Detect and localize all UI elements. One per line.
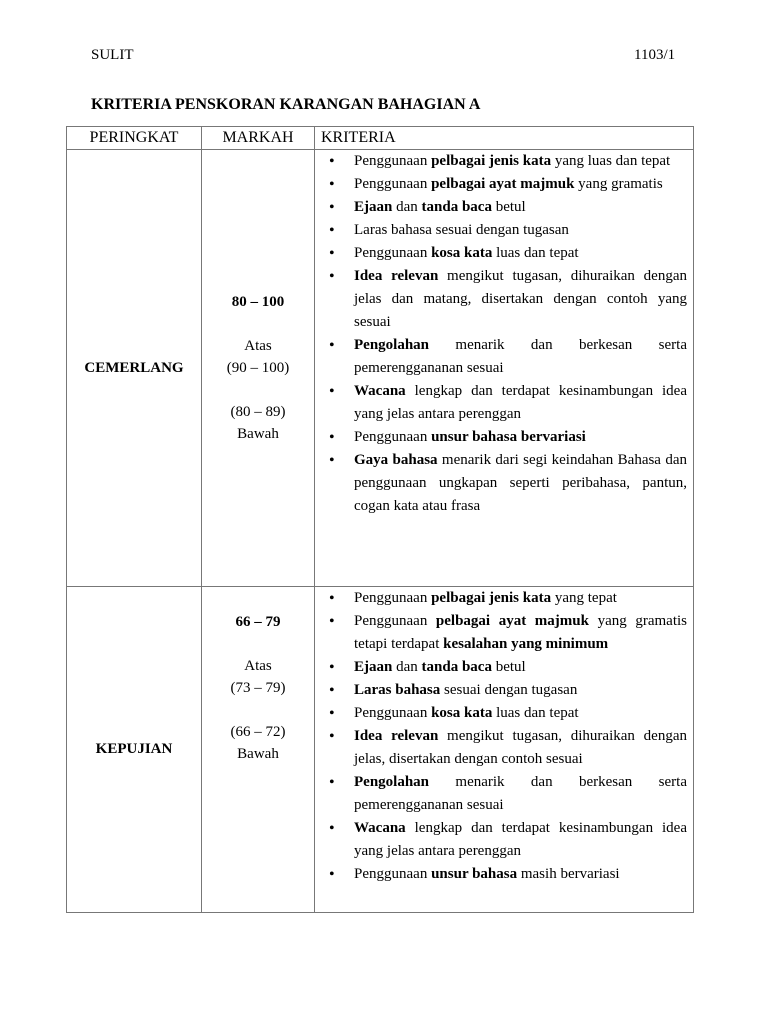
mark-range: 66 – 79 xyxy=(235,614,281,630)
criteria-text: lengkap dan terdapat kesinambungan idea yang jelas antara perenggan xyxy=(354,383,687,422)
lower-range: (80 – 89) xyxy=(230,404,286,420)
document-title: KRITERIA PENSKORAN KARANGAN BAHAGIAN A xyxy=(91,96,481,113)
upper-range: (73 – 79) xyxy=(230,680,286,696)
criteria-keyword: kosa kata xyxy=(431,705,493,721)
criteria-keyword: pelbagai ayat majmuk xyxy=(435,613,589,629)
upper-range: (90 – 100) xyxy=(226,360,290,376)
criteria-text: dan xyxy=(392,199,422,215)
criteria-keyword: pelbagai jenis kata xyxy=(431,153,552,169)
paper-code: 1103/1 xyxy=(634,47,676,63)
criteria-item xyxy=(329,702,687,725)
criteria-item xyxy=(329,265,687,334)
criteria-keyword: kesalahan yang minimum xyxy=(443,636,609,652)
table-header-row xyxy=(67,127,694,150)
criteria-keyword: tanda baca xyxy=(421,199,492,215)
criteria-item xyxy=(329,679,687,702)
criteria-keyword: Gaya bahasa xyxy=(354,452,438,468)
criteria-keyword: Ejaan xyxy=(354,199,393,215)
lower-label: Bawah xyxy=(237,426,279,442)
criteria-keyword: pelbagai jenis kata xyxy=(431,590,552,606)
upper-label: Atas xyxy=(244,338,272,354)
upper-label: Atas xyxy=(244,658,272,674)
criteria-keyword: Pengolahan xyxy=(354,337,430,353)
criteria-text: yang tepat xyxy=(551,590,617,606)
criteria-keyword: Ejaan xyxy=(354,659,393,675)
criteria-item xyxy=(329,817,687,863)
criteria-text: Penggunaan xyxy=(354,613,436,629)
criteria-text: masih bervariasi xyxy=(517,866,620,882)
marks-cell xyxy=(202,587,315,913)
criteria-item xyxy=(329,426,687,449)
criteria-text: Laras bahasa sesuai dengan tugasan xyxy=(354,222,569,238)
criteria-keyword: Idea relevan xyxy=(354,268,439,284)
criteria-item xyxy=(329,380,687,426)
criteria-item xyxy=(329,196,687,219)
header-level: PERINGKAT xyxy=(67,127,202,150)
criteria-keyword: Wacana xyxy=(354,383,406,399)
level-cell: CEMERLANG xyxy=(67,150,202,587)
criteria-cell xyxy=(315,587,694,913)
criteria-keyword: Laras bahasa xyxy=(354,682,441,698)
criteria-text: Penggunaan xyxy=(354,245,432,261)
criteria-text: betul xyxy=(491,659,526,675)
criteria-text: Penggunaan xyxy=(354,176,432,192)
criteria-item xyxy=(329,150,687,173)
criteria-keyword: pelbagai ayat majmuk xyxy=(431,176,575,192)
criteria-text: lengkap dan terdapat kesinambungan idea yang jelas antara perenggan xyxy=(354,820,687,859)
level-cell: KEPUJIAN xyxy=(67,587,202,913)
criteria-text: luas dan tepat xyxy=(492,705,579,721)
criteria-text: Penggunaan xyxy=(354,590,432,606)
criteria-item xyxy=(329,863,687,886)
criteria-item xyxy=(329,656,687,679)
criteria-table xyxy=(66,126,694,913)
criteria-text: dan xyxy=(392,659,422,675)
criteria-cell xyxy=(315,150,694,587)
criteria-text: Penggunaan xyxy=(354,705,432,721)
criteria-keyword: Pengolahan xyxy=(354,774,430,790)
criteria-keyword: unsur bahasa bervariasi xyxy=(431,429,586,445)
criteria-item xyxy=(329,771,687,817)
criteria-text: sesuai dengan tugasan xyxy=(440,682,578,698)
criteria-item xyxy=(329,219,687,242)
criteria-item xyxy=(329,587,687,610)
classification-label: SULIT xyxy=(91,47,134,63)
criteria-text: Penggunaan xyxy=(354,153,432,169)
criteria-text: yang gramatis xyxy=(574,176,663,192)
header-marks: MARKAH xyxy=(202,127,315,150)
criteria-item xyxy=(329,725,687,771)
criteria-item xyxy=(329,334,687,380)
criteria-text: menarik dan berkesan serta pemerenggananan sesuai xyxy=(354,774,687,813)
criteria-keyword: kosa kata xyxy=(431,245,493,261)
criteria-text: luas dan tepat xyxy=(492,245,579,261)
criteria-item xyxy=(329,173,687,196)
criteria-text: menarik dari segi keindahan Bahasa dan penggunaan ungkapan seperti peribahasa, pantun, cogan kata atau frasa xyxy=(354,452,687,514)
criteria-text: mengikut tugasan, dihuraikan dengan jelas, disertakan dengan contoh sesuai xyxy=(354,728,687,767)
table-row xyxy=(67,150,694,587)
criteria-text: Penggunaan xyxy=(354,866,432,882)
marks-cell xyxy=(202,150,315,587)
criteria-list xyxy=(315,587,687,886)
criteria-item xyxy=(329,242,687,265)
criteria-text: Penggunaan xyxy=(354,429,432,445)
header-criteria: KRITERIA xyxy=(315,127,694,150)
lower-range: (66 – 72) xyxy=(230,724,286,740)
criteria-keyword: tanda baca xyxy=(421,659,492,675)
criteria-keyword: Idea relevan xyxy=(354,728,439,744)
criteria-keyword: Wacana xyxy=(354,820,406,836)
criteria-item xyxy=(329,449,687,518)
criteria-keyword: unsur bahasa xyxy=(431,866,518,882)
criteria-text: menarik dan berkesan serta pemerenggananan sesuai xyxy=(354,337,687,376)
criteria-text: mengikut tugasan, dihuraikan dengan jelas dan matang, disertakan dengan contoh yang sesuai xyxy=(354,268,687,330)
criteria-text: yang luas dan tepat xyxy=(551,153,671,169)
mark-range: 80 – 100 xyxy=(231,294,285,310)
criteria-item xyxy=(329,610,687,656)
criteria-list xyxy=(315,150,687,518)
criteria-text: yang gramatis tetapi terdapat xyxy=(354,613,687,652)
table-row xyxy=(67,587,694,913)
criteria-text: betul xyxy=(491,199,526,215)
lower-label: Bawah xyxy=(237,746,279,762)
